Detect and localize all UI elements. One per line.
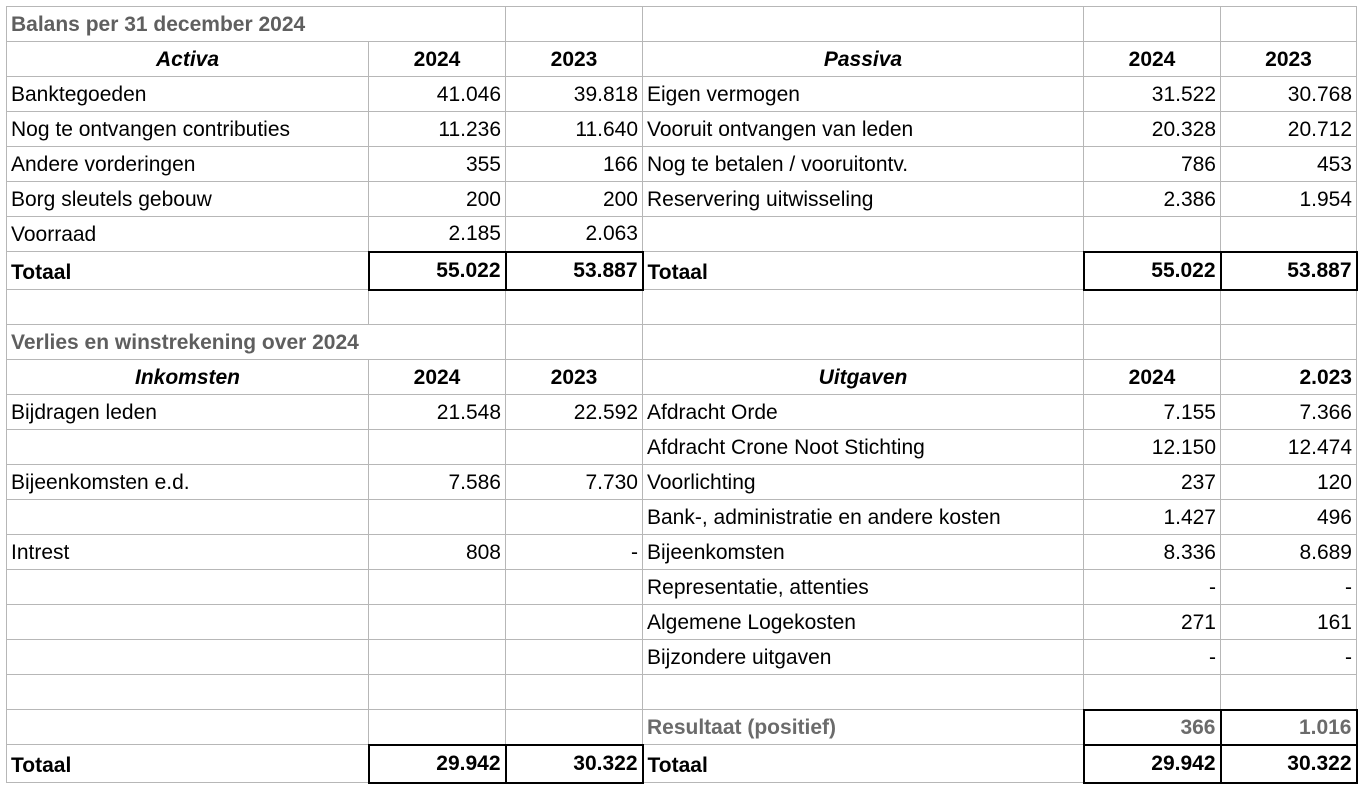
balans-row <box>7 147 1357 182</box>
passiva-2023[interactable]: 30.768 <box>1221 77 1357 112</box>
resultaat-2023[interactable]: 1.016 <box>1221 710 1357 745</box>
activa-2023[interactable]: 39.818 <box>506 77 643 112</box>
inkomsten-2024[interactable] <box>369 640 506 675</box>
spacer-row <box>7 290 1357 325</box>
vw-row <box>7 640 1357 675</box>
empty-cell[interactable] <box>1221 290 1357 325</box>
empty-cell[interactable] <box>643 675 1084 710</box>
vw-row <box>7 605 1357 640</box>
balans-row <box>7 182 1357 217</box>
resultaat-label: Resultaat (positief) <box>643 710 1084 745</box>
uitgaven-header: Uitgaven <box>643 360 1084 395</box>
activa-label[interactable]: Borg sleutels gebouw <box>7 182 369 217</box>
inkomsten-2023[interactable] <box>506 430 643 465</box>
empty-cell[interactable] <box>643 7 1084 42</box>
activa-label[interactable]: Banktegoeden <box>7 77 369 112</box>
passiva-label[interactable]: Nog te betalen / vooruitontv. <box>643 147 1084 182</box>
empty-cell[interactable] <box>7 710 369 745</box>
inkomsten-2024[interactable]: 7.586 <box>369 465 506 500</box>
uitgaven-2024[interactable]: 1.427 <box>1084 500 1221 535</box>
inkomsten-2023[interactable] <box>506 605 643 640</box>
vw-row <box>7 395 1357 430</box>
empty-cell[interactable] <box>506 7 643 42</box>
inkomsten-label[interactable]: Bijdragen leden <box>7 395 369 430</box>
activa-2024[interactable]: 41.046 <box>369 77 506 112</box>
vw-total-row <box>7 745 1357 783</box>
activa-label[interactable]: Nog te ontvangen contributies <box>7 112 369 147</box>
passiva-2023[interactable]: 1.954 <box>1221 182 1357 217</box>
activa-2023[interactable]: 200 <box>506 182 643 217</box>
passiva-2024[interactable]: 2.386 <box>1084 182 1221 217</box>
passiva-2024[interactable] <box>1084 217 1221 252</box>
activa-year-2024: 2024 <box>369 42 506 77</box>
inkomsten-2023[interactable] <box>506 500 643 535</box>
resultaat-row <box>7 710 1357 745</box>
vw-title: Verlies en winstrekening over 2024 <box>7 325 506 360</box>
passiva-year-2023: 2023 <box>1221 42 1357 77</box>
spacer-row <box>7 675 1357 710</box>
uitgaven-2023[interactable]: 120 <box>1221 465 1357 500</box>
passiva-header: Passiva <box>643 42 1084 77</box>
inkomsten-2023[interactable]: - <box>506 535 643 570</box>
activa-2024[interactable]: 200 <box>369 182 506 217</box>
uitgaven-2024[interactable]: 237 <box>1084 465 1221 500</box>
passiva-label[interactable]: Vooruit ontvangen van leden <box>643 112 1084 147</box>
vw-row <box>7 500 1357 535</box>
empty-cell[interactable] <box>369 290 506 325</box>
empty-cell[interactable] <box>369 675 506 710</box>
balans-header-row <box>7 42 1357 77</box>
resultaat-2024[interactable]: 366 <box>1084 710 1221 745</box>
empty-cell[interactable] <box>1084 675 1221 710</box>
empty-cell[interactable] <box>643 325 1084 360</box>
inkomsten-2024[interactable]: 808 <box>369 535 506 570</box>
financial-sheet <box>6 6 1358 784</box>
uitgaven-2024[interactable]: 8.336 <box>1084 535 1221 570</box>
inkomsten-2023[interactable]: 7.730 <box>506 465 643 500</box>
activa-2023[interactable]: 166 <box>506 147 643 182</box>
uitgaven-label[interactable]: Algemene Logekosten <box>643 605 1084 640</box>
empty-cell[interactable] <box>643 290 1084 325</box>
passiva-label[interactable]: Reservering uitwisseling <box>643 182 1084 217</box>
inkomsten-label[interactable] <box>7 430 369 465</box>
passiva-2024[interactable]: 20.328 <box>1084 112 1221 147</box>
uitgaven-2024[interactable]: - <box>1084 570 1221 605</box>
passiva-total-label: Totaal <box>643 252 1084 290</box>
balans-row <box>7 217 1357 252</box>
inkomsten-2024[interactable] <box>369 430 506 465</box>
passiva-2023[interactable]: 20.712 <box>1221 112 1357 147</box>
uitgaven-year-2024: 2024 <box>1084 360 1221 395</box>
empty-cell[interactable] <box>369 710 506 745</box>
inkomsten-2024[interactable] <box>369 605 506 640</box>
balans-row <box>7 112 1357 147</box>
passiva-2023[interactable]: 453 <box>1221 147 1357 182</box>
activa-2023[interactable]: 2.063 <box>506 217 643 252</box>
activa-total-2023[interactable]: 53.887 <box>506 252 643 290</box>
inkomsten-total-label: Totaal <box>7 745 369 783</box>
inkomsten-header: Inkomsten <box>7 360 369 395</box>
activa-year-2023: 2023 <box>506 42 643 77</box>
inkomsten-label[interactable]: Intrest <box>7 535 369 570</box>
empty-cell[interactable] <box>1221 325 1357 360</box>
balans-title: Balans per 31 december 2024 <box>7 7 506 42</box>
uitgaven-2023[interactable]: - <box>1221 570 1357 605</box>
vw-row <box>7 430 1357 465</box>
uitgaven-year-2023: 2.023 <box>1221 360 1357 395</box>
uitgaven-2024[interactable]: 271 <box>1084 605 1221 640</box>
uitgaven-2024[interactable]: 12.150 <box>1084 430 1221 465</box>
passiva-total-2024[interactable]: 55.022 <box>1084 252 1221 290</box>
uitgaven-label[interactable]: Representatie, attenties <box>643 570 1084 605</box>
activa-2024[interactable]: 2.185 <box>369 217 506 252</box>
balans-row <box>7 77 1357 112</box>
activa-2024[interactable]: 11.236 <box>369 112 506 147</box>
passiva-label[interactable]: Eigen vermogen <box>643 77 1084 112</box>
vw-row <box>7 535 1357 570</box>
passiva-year-2024: 2024 <box>1084 42 1221 77</box>
empty-cell[interactable] <box>1221 7 1357 42</box>
empty-cell[interactable] <box>1084 290 1221 325</box>
uitgaven-2023[interactable]: 8.689 <box>1221 535 1357 570</box>
inkomsten-2023[interactable] <box>506 640 643 675</box>
inkomsten-label[interactable] <box>7 500 369 535</box>
vw-row <box>7 465 1357 500</box>
uitgaven-2024[interactable]: - <box>1084 640 1221 675</box>
uitgaven-2023[interactable]: 12.474 <box>1221 430 1357 465</box>
inkomsten-label[interactable]: Bijeenkomsten e.d. <box>7 465 369 500</box>
passiva-2024[interactable]: 786 <box>1084 147 1221 182</box>
empty-cell[interactable] <box>1084 325 1221 360</box>
uitgaven-label[interactable]: Afdracht Orde <box>643 395 1084 430</box>
inkomsten-year-2024: 2024 <box>369 360 506 395</box>
activa-2023[interactable]: 11.640 <box>506 112 643 147</box>
empty-cell[interactable] <box>506 325 643 360</box>
empty-cell[interactable] <box>7 290 369 325</box>
uitgaven-total-2024[interactable]: 29.942 <box>1084 745 1221 783</box>
activa-total-label: Totaal <box>7 252 369 290</box>
vw-row <box>7 570 1357 605</box>
uitgaven-2023[interactable]: 7.366 <box>1221 395 1357 430</box>
empty-cell[interactable] <box>7 675 369 710</box>
inkomsten-label[interactable] <box>7 640 369 675</box>
uitgaven-label[interactable]: Afdracht Crone Noot Stichting <box>643 430 1084 465</box>
uitgaven-label[interactable]: Bijeenkomsten <box>643 535 1084 570</box>
inkomsten-total-2023[interactable]: 30.322 <box>506 745 643 783</box>
vw-title-row <box>7 325 1357 360</box>
inkomsten-2024[interactable] <box>369 570 506 605</box>
passiva-2024[interactable]: 31.522 <box>1084 77 1221 112</box>
empty-cell[interactable] <box>1221 675 1357 710</box>
inkomsten-year-2023: 2023 <box>506 360 643 395</box>
passiva-2023[interactable] <box>1221 217 1357 252</box>
passiva-label[interactable] <box>643 217 1084 252</box>
inkomsten-label[interactable] <box>7 570 369 605</box>
uitgaven-total-2023[interactable]: 30.322 <box>1221 745 1357 783</box>
uitgaven-2023[interactable]: 161 <box>1221 605 1357 640</box>
inkomsten-2023[interactable] <box>506 570 643 605</box>
uitgaven-2023[interactable]: - <box>1221 640 1357 675</box>
uitgaven-label[interactable]: Bijzondere uitgaven <box>643 640 1084 675</box>
inkomsten-total-2024[interactable]: 29.942 <box>369 745 506 783</box>
uitgaven-2023[interactable]: 496 <box>1221 500 1357 535</box>
uitgaven-label[interactable]: Bank-, administratie en andere kosten <box>643 500 1084 535</box>
activa-2024[interactable]: 355 <box>369 147 506 182</box>
activa-total-2024[interactable]: 55.022 <box>369 252 506 290</box>
activa-label[interactable]: Voorraad <box>7 217 369 252</box>
vw-header-row <box>7 360 1357 395</box>
passiva-total-2023[interactable]: 53.887 <box>1221 252 1357 290</box>
inkomsten-2024[interactable] <box>369 500 506 535</box>
empty-cell[interactable] <box>1084 7 1221 42</box>
empty-cell[interactable] <box>506 290 643 325</box>
activa-header: Activa <box>7 42 369 77</box>
inkomsten-label[interactable] <box>7 605 369 640</box>
uitgaven-2024[interactable]: 7.155 <box>1084 395 1221 430</box>
inkomsten-2023[interactable]: 22.592 <box>506 395 643 430</box>
activa-label[interactable]: Andere vorderingen <box>7 147 369 182</box>
empty-cell[interactable] <box>506 710 643 745</box>
uitgaven-label[interactable]: Voorlichting <box>643 465 1084 500</box>
inkomsten-2024[interactable]: 21.548 <box>369 395 506 430</box>
balans-title-row <box>7 7 1357 42</box>
empty-cell[interactable] <box>506 675 643 710</box>
balans-total-row <box>7 252 1357 290</box>
uitgaven-total-label: Totaal <box>643 745 1084 783</box>
